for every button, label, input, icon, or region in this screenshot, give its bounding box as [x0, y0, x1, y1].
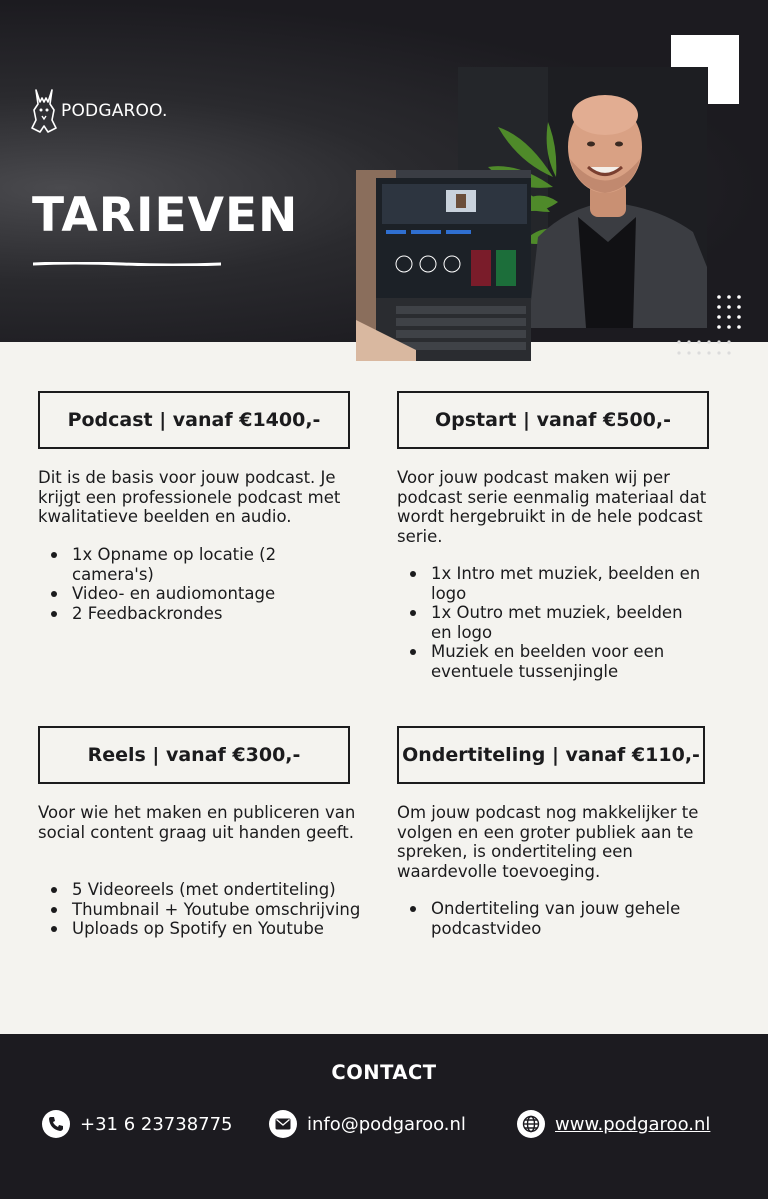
page-title: TARIEVEN [32, 188, 299, 243]
list-item: Video- en audiomontage [38, 584, 338, 604]
package-podcast-list [38, 545, 338, 623]
list-item: Uploads op Spotify en Youtube [38, 919, 368, 939]
contact-website[interactable] [517, 1110, 710, 1138]
globe-icon [517, 1110, 545, 1138]
contact-phone-label: +31 6 23738775 [80, 1113, 233, 1135]
contact-title: CONTACT [331, 1061, 437, 1084]
editing-laptop-photo [356, 170, 531, 361]
phone-icon [42, 1110, 70, 1138]
package-opstart-list [397, 564, 707, 681]
list-item: 5 Videoreels (met ondertiteling) [38, 880, 368, 900]
package-opstart-description: Voor jouw podcast maken wij per podcast serie eenmalig materiaal dat wordt hergebruikt in de hele podcast serie. [397, 468, 707, 546]
decorative-dot-grid [716, 294, 742, 334]
package-opstart-title: Opstart | vanaf €500,- [397, 391, 709, 449]
package-reels-title: Reels | vanaf €300,- [38, 726, 350, 784]
list-item: 1x Outro met muziek, beelden en logo [397, 603, 707, 642]
package-ondertiteling-description: Om jouw podcast nog makkelijker te volgen en een groter publiek aan te spreken, is ondertiteling een waardevolle toevoeging. [397, 803, 699, 881]
envelope-icon [269, 1110, 297, 1138]
list-item: 1x Opname op locatie (2 camera's) [38, 545, 338, 584]
title-underline [33, 262, 221, 266]
package-reels-description: Voor wie het maken en publiceren van social content graag uit handen geeft. [38, 803, 356, 842]
package-ondertiteling-list [397, 899, 707, 938]
contact-email-label: info@podgaroo.nl [307, 1113, 466, 1135]
package-podcast-description: Dit is de basis voor jouw podcast. Je krijgt een professionele podcast met kwalitatieve beelden en audio. [38, 468, 341, 526]
list-item: Ondertiteling van jouw gehele podcastvideo [397, 899, 707, 938]
list-item: Thumbnail + Youtube omschrijving [38, 900, 368, 920]
contact-email[interactable] [269, 1110, 466, 1138]
package-podcast-title: Podcast | vanaf €1400,- [38, 391, 350, 449]
kangaroo-logo-icon [30, 88, 58, 134]
package-reels-list [38, 880, 368, 939]
list-item: Muziek en beelden voor een eventuele tussenjingle [397, 642, 707, 681]
list-item: 2 Feedbackrondes [38, 604, 338, 624]
contact-website-link[interactable]: www.podgaroo.nl [555, 1113, 711, 1135]
package-ondertiteling-title: Ondertiteling | vanaf €110,- [397, 726, 705, 784]
decorative-dot-row [676, 338, 740, 360]
brand-name: PODGAROO. [61, 101, 168, 121]
list-item: 1x Intro met muziek, beelden en logo [397, 564, 707, 603]
contact-phone[interactable] [42, 1110, 233, 1138]
brand-logo [30, 88, 168, 134]
